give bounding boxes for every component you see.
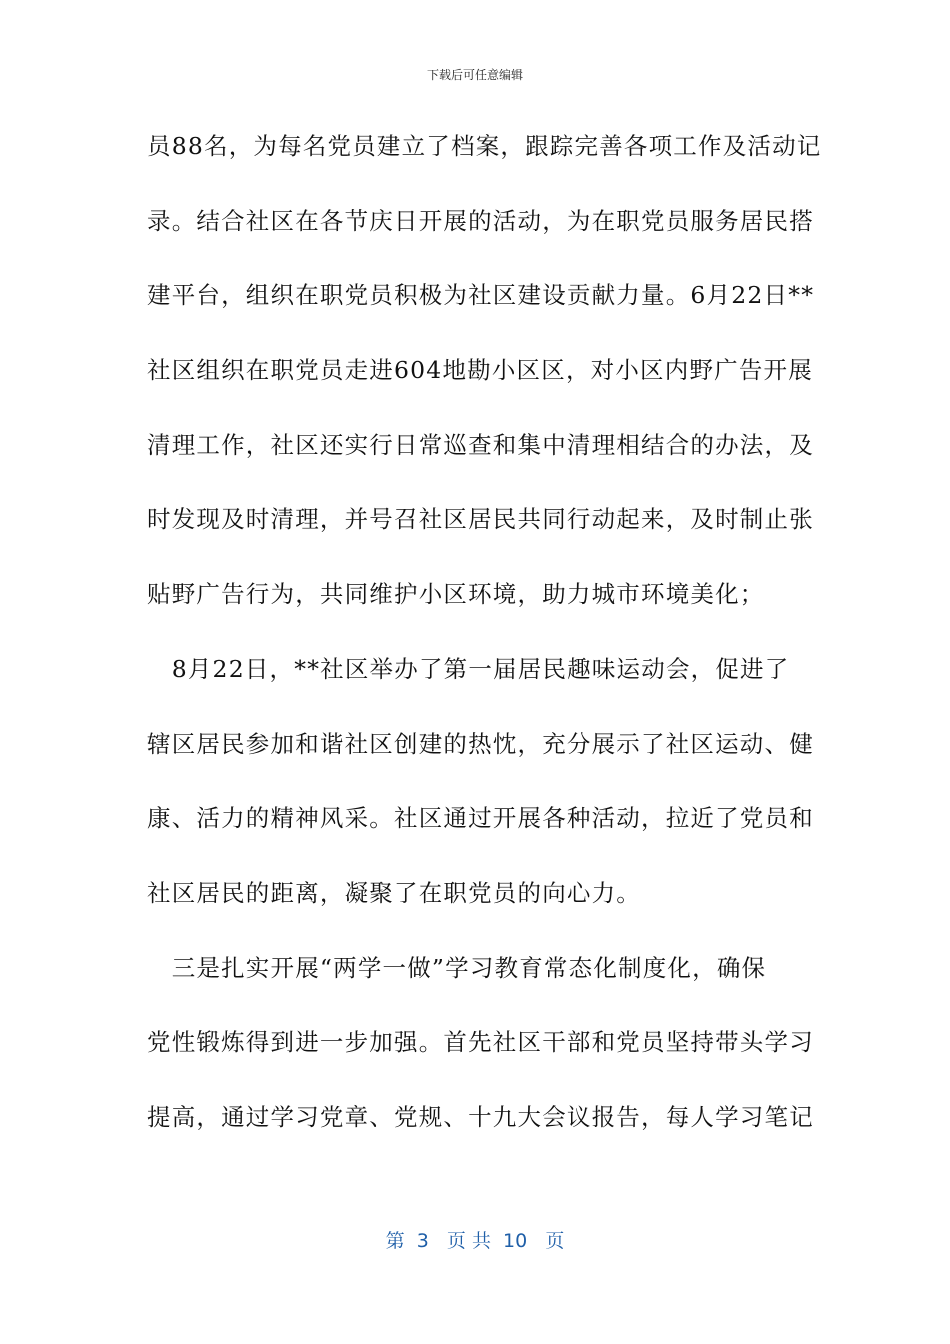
page-number-footer: 第 3 页 共 10 页 <box>385 1230 565 1252</box>
text-line: 辖区居民参加和谐社区创建的热忱，充分展示了社区运动、健 <box>147 729 814 758</box>
text-line: 建平台，组织在职党员积极为社区建设贡献力量。6月22日** <box>147 281 815 310</box>
text-line: 社区组织在职党员走进604地勘小区区，对小区内野广告开展 <box>147 356 813 385</box>
document-body <box>147 120 822 1166</box>
text-line: 社区居民的距离，凝聚了在职党员的向心力。 <box>147 878 641 907</box>
text-line: 员88名，为每名党员建立了档案，跟踪完善各项工作及活动记 <box>147 132 822 160</box>
text-line: 康、活力的精神风采。社区通过开展各种活动，拉近了党员和 <box>147 804 814 833</box>
text-line: 清理工作，社区还实行日常巡查和集中清理相结合的办法，及 <box>147 430 814 459</box>
text-line: 贴野广告行为，共同维护小区环境，助力城市环境美化； <box>147 580 765 609</box>
text-line: 时发现及时清理，并号召社区居民共同行动起来，及时制止张 <box>147 505 814 534</box>
text-line: 党性锻炼得到进一步加强。首先社区干部和党员坚持带头学习 <box>147 1028 814 1057</box>
text-line: 提高，通过学习党章、党规、十九大会议报告，每人学习笔记 <box>147 1102 814 1131</box>
text-line: 8月22日，**社区举办了第一届居民趣味运动会，促进了 <box>147 654 790 683</box>
page-header: 下载后可任意编辑 <box>426 68 523 82</box>
text-line: 三是扎实开展“两学一做”学习教育常态化制度化，确保 <box>147 953 767 982</box>
text-line: 录。结合社区在各节庆日开展的活动，为在职党员服务居民搭 <box>147 206 814 235</box>
